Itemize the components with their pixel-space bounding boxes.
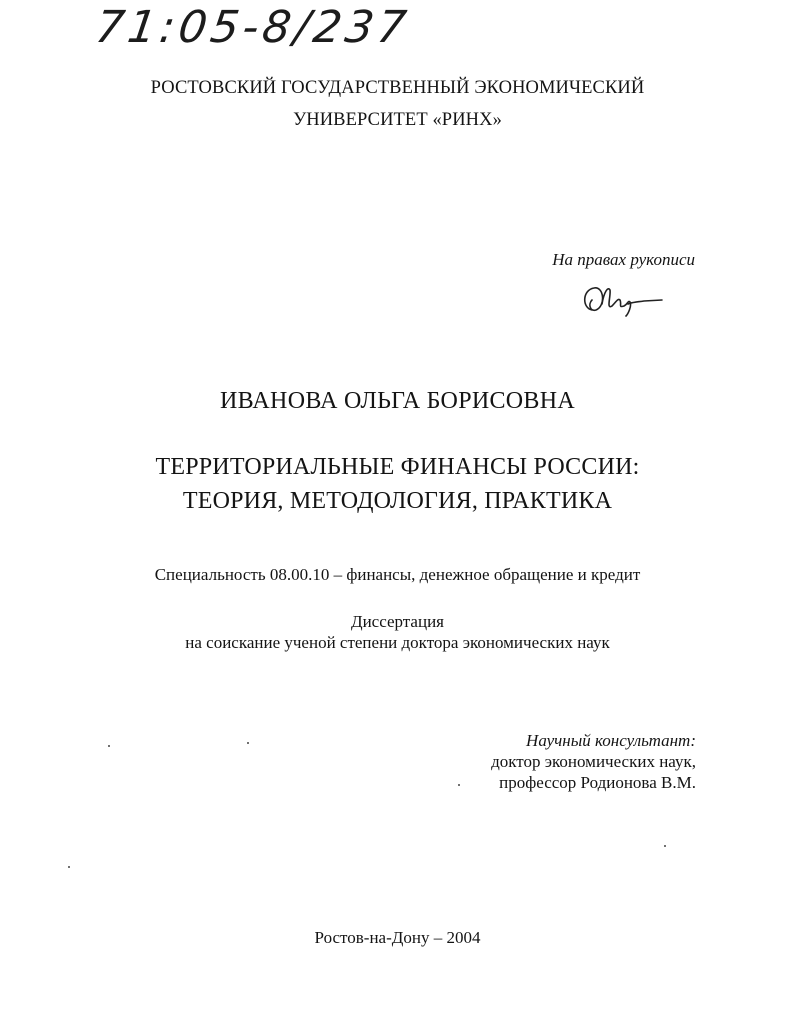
dissertation-label: Диссертация: [350, 612, 444, 631]
title-line-2: ТЕОРИЯ, МЕТОДОЛОГИЯ, ПРАКТИКА: [182, 488, 613, 514]
scan-speck: [68, 866, 70, 868]
scan-speck: [247, 742, 249, 744]
advisor-role: Научный консультант:: [526, 731, 696, 750]
university-header: [0, 72, 795, 136]
advisor-name: профессор Родионова В.М.: [499, 773, 696, 792]
university-line-2: УНИВЕРСИТЕТ «РИНХ»: [293, 110, 502, 130]
specialty-line: Специальность 08.00.10 – финансы, денежное обращение и кредит: [154, 565, 641, 584]
scientific-advisor: [491, 730, 696, 793]
city-year: Ростов-на-Дону – 2004: [314, 928, 481, 947]
university-line-1: РОСТОВСКИЙ ГОСУДАРСТВЕННЫЙ ЭКОНОМИЧЕСКИЙ: [150, 78, 645, 98]
title-line-1: ТЕРРИТОРИАЛЬНЫЕ ФИНАНСЫ РОССИИ:: [155, 454, 640, 480]
scan-speck: [108, 745, 110, 747]
scan-speck: [458, 784, 460, 786]
author-signature: [578, 280, 668, 320]
degree-purpose: на соискание ученой степени доктора экономических наук: [185, 633, 610, 652]
scan-speck: [664, 845, 666, 847]
advisor-degree: доктор экономических наук,: [491, 752, 696, 771]
author-name: ИВАНОВА ОЛЬГА БОРИСОВНА: [220, 388, 575, 414]
archive-code-handwritten: 71:05-8/237: [92, 2, 414, 53]
degree-statement: [0, 611, 795, 653]
dissertation-title: [0, 450, 795, 518]
manuscript-rights-note: На правах рукописи: [552, 250, 695, 269]
